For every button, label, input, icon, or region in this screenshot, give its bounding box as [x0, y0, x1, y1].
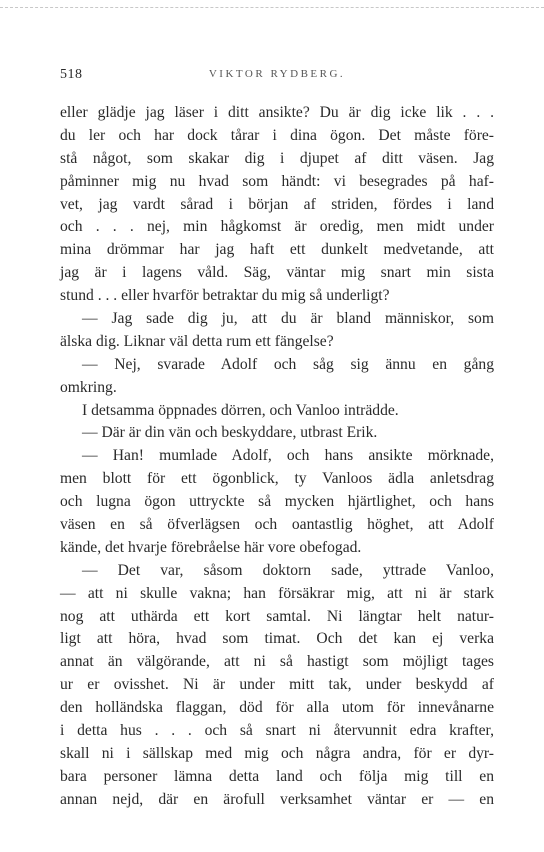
text-line: och lugna ögon uttryckte så mycken hjärtlighet, och hans	[60, 493, 494, 511]
text-line: men blott för ett ögonblick, ty Vanloos ädla anletsdrag	[60, 470, 494, 488]
text-line: kände, det hvarje förebråelse här vore obefogad.	[60, 538, 362, 556]
page-header	[60, 67, 494, 87]
text-line: ligt att höra, hvad som timat. Och det kan ej verka	[60, 630, 494, 648]
text-line: — Det var, såsom doktorn sade, yttrade Vanloo,	[82, 561, 494, 579]
text-line: stå något, som skakar dig i djupet af ditt väsen. Jag	[60, 149, 494, 167]
top-rule	[0, 7, 544, 8]
text-line: I detsamma öppnades dörren, och Vanloo inträdde.	[82, 401, 399, 419]
text-line: den holländska flaggan, död för alla utom för innevånarne	[60, 699, 494, 717]
text-line: i detta hus . . . och så snart ni återvunnit edra krafter,	[60, 722, 494, 740]
page-number: 518	[60, 67, 83, 82]
text-line: — Jag sade dig ju, att du är bland människor, som	[82, 310, 494, 328]
text-line: — Han! mumlade Adolf, och hans ansikte mörknade,	[82, 447, 494, 465]
text-line: vet, jag vardt sårad i början af striden, fördes i land	[60, 195, 494, 213]
text-line: omkring.	[60, 378, 117, 396]
text-line: annat än välgörande, att ni så hastigt som möjligt tages	[60, 653, 494, 671]
text-line: jag är i lagens våld. Säg, väntar mig snart min sista	[60, 264, 494, 282]
body-text	[60, 102, 494, 812]
text-line: mina drömmar har jag haft ett dunkelt medvetande, att	[60, 241, 494, 259]
text-line: du ler och har dock tårar i dina ögon. Det måste före-	[60, 126, 494, 144]
text-line: annan nejd, där en ärofull verksamhet väntar er — en	[60, 790, 494, 808]
text-line: väsen en så öfverlägsen och oantastlig höghet, att Adolf	[60, 516, 494, 534]
text-line: — att ni skulle vakna; han försäkrar mig, att ni är stark	[60, 584, 494, 602]
text-line: — Där är din vän och beskyddare, utbrast Erik.	[82, 424, 378, 442]
text-line: påminner mig nu hvad som händt: vi besegrades på haf-	[60, 172, 494, 190]
text-line: bara personer lämna detta land och följa mig till en	[60, 767, 494, 785]
text-line: — Nej, svarade Adolf och såg sig ännu en gång	[82, 355, 494, 373]
text-line: ur er ovisshet. Ni är under mitt tak, under beskydd af	[60, 676, 494, 694]
text-line: nog att uthärda ett kort samtal. Ni längtar helt natur-	[60, 607, 494, 625]
running-head: VIKTOR RYDBERG.	[208, 68, 346, 80]
text-line: älska dig. Liknar väl detta rum ett fängelse?	[60, 332, 334, 350]
text-line: eller glädje jag läser i ditt ansikte? Du är dig icke lik . . .	[60, 104, 494, 121]
text-line: skall ni i sällskap med mig och några andra, för er dyr-	[60, 744, 494, 762]
text-line: och . . . nej, min hågkomst är oredig, men midt under	[60, 218, 494, 236]
text-line: stund . . . eller hvarför betraktar du mig så underligt?	[60, 287, 390, 305]
